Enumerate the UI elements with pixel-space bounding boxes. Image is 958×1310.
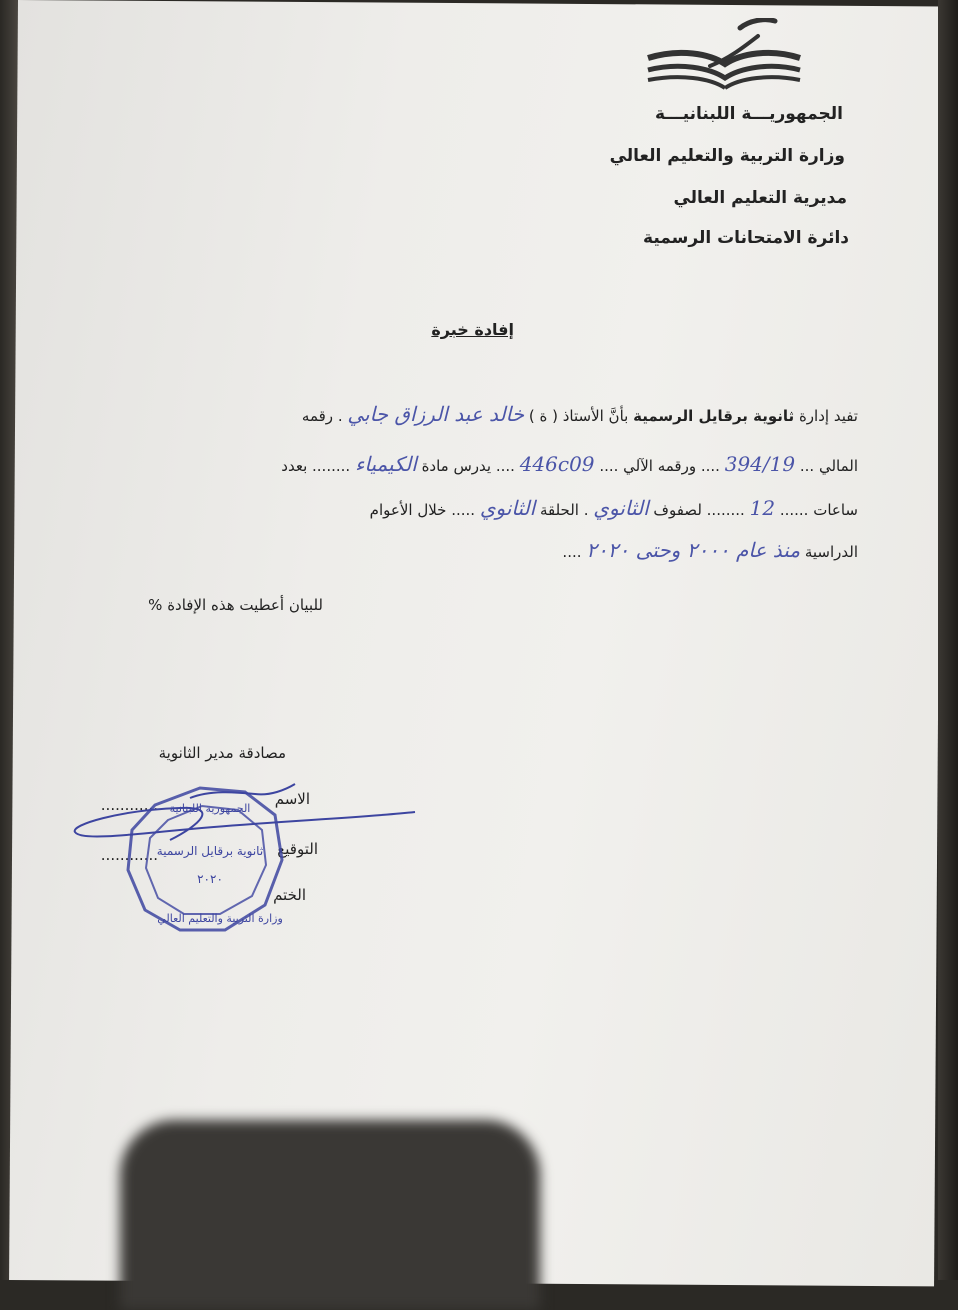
text-segment: بأنَّ الأستاذ ( ة ) [528, 407, 629, 425]
auto-number-handwritten: 446c09 [519, 452, 595, 476]
text-segment: المالي ... [799, 457, 858, 475]
svg-text:الجمهورية اللبنانية: الجمهورية اللبنانية [169, 802, 251, 815]
text-segment: ..... خلال الأعوام [369, 501, 476, 519]
hours-handwritten: 12 [749, 496, 776, 520]
text-segment: ساعات ...... [779, 501, 858, 519]
body-line-3 [370, 496, 858, 520]
svg-text:٢٠٢٠: ٢٠٢٠ [197, 872, 223, 886]
header-republic: الجمهوريـــة اللبنانيـــة [654, 104, 843, 124]
name-label: الاسم [274, 790, 310, 808]
text-segment: .... ورقمه الآلي .... [599, 457, 720, 475]
name-dots: ............ [100, 796, 158, 814]
text-segment: .... يدرس مادة [421, 457, 515, 475]
closing-statement: للبيان أعطيت هذه الإفادة % [148, 596, 323, 614]
svg-text:وزارة التربية والتعليم العالي: وزارة التربية والتعليم العالي [157, 912, 283, 925]
text-segment: . الحلقة [539, 501, 589, 519]
official-stamp [60, 770, 420, 950]
cycle-handwritten: الثانوي [479, 496, 536, 520]
paper-right-edge [938, 0, 958, 1280]
body-line-2 [281, 452, 858, 476]
school-name: ثانوية برقايل الرسمية [633, 407, 795, 425]
header-directorate: مديرية التعليم العالي [673, 188, 847, 208]
text-segment: ........ بعدد [281, 457, 351, 475]
classes-handwritten: الثانوي [593, 496, 649, 520]
body-line-1 [302, 402, 858, 426]
principal-approval-label: مصادقة مدير الثانوية [158, 744, 286, 762]
svg-text:ثانوية برقايل الرسمية: ثانوية برقايل الرسمية [156, 844, 264, 858]
financial-number-handwritten: 394/19 [724, 452, 796, 476]
body-line-4 [562, 538, 858, 562]
header-department: دائرة الامتحانات الرسمية [643, 228, 849, 248]
text-segment: تفيد إدارة [798, 407, 858, 425]
ministry-book-logo [640, 18, 810, 98]
document-title: إفادة خبرة [431, 320, 514, 339]
teacher-name-handwritten: خالد عبد الرزاق جابي [347, 402, 525, 426]
signature-dots: ............ [100, 846, 158, 864]
header-ministry: وزارة التربية والتعليم العالي [609, 146, 845, 166]
signature-label: التوقيع [277, 840, 318, 858]
text-segment: . رقمه [301, 407, 343, 425]
subject-handwritten: الكيمياء [354, 452, 417, 476]
text-segment: ........ لصفوف [653, 501, 745, 519]
text-segment: الدراسية [804, 543, 858, 561]
text-segment: .... [562, 543, 582, 561]
photo-shadow [120, 1120, 540, 1310]
years-handwritten: منذ عام ٢٠٠٠ وحتى ٢٠٢٠ [586, 538, 801, 562]
seal-label: الختم [273, 886, 306, 904]
